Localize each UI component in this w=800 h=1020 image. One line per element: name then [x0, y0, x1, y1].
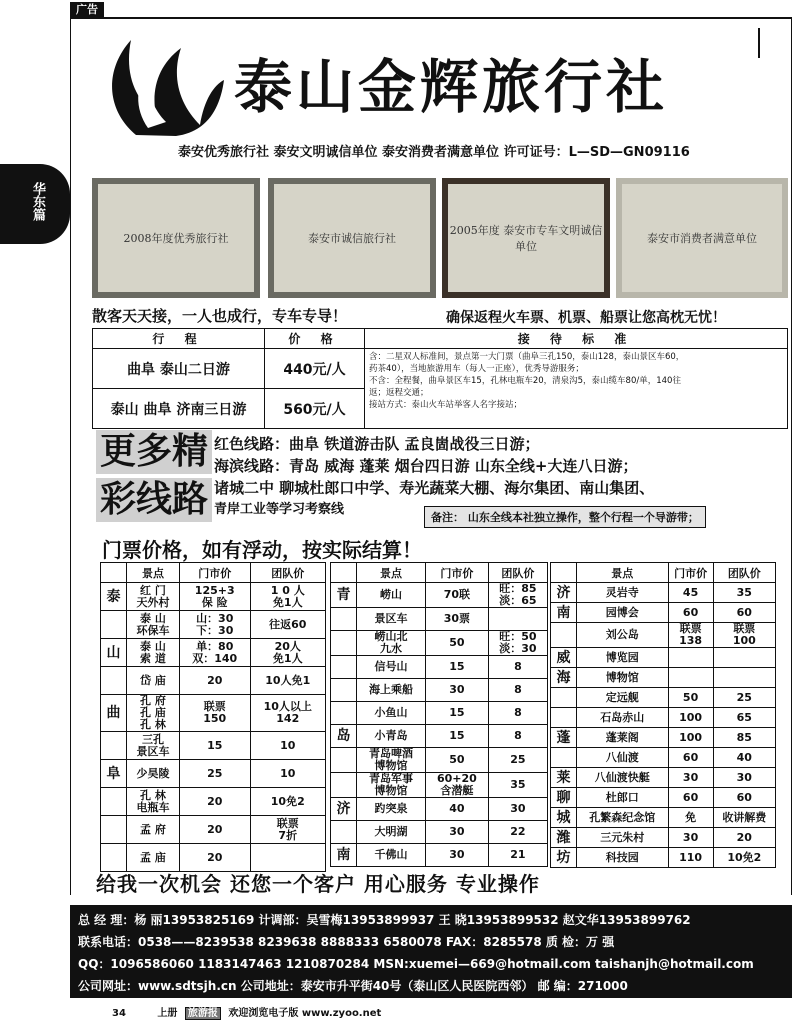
- ticket-group: 25: [488, 748, 547, 773]
- award-photo: [92, 178, 260, 298]
- flame-logo-icon: [96, 30, 228, 140]
- ticket-spot: 泰 山 索 道: [127, 639, 180, 667]
- ticket-spot: 崂山: [357, 583, 426, 608]
- ticket-region: [101, 788, 127, 816]
- ticket-retail: 30票: [425, 608, 488, 631]
- ticket-row: [551, 788, 776, 808]
- ticket-group: 20: [713, 828, 775, 848]
- ticket-retail: 100: [668, 728, 713, 748]
- col-route: 行 程: [93, 329, 265, 349]
- ticket-region: 青: [331, 583, 357, 608]
- page-rule: [70, 997, 792, 998]
- brand-name: 泰山金辉旅行社: [234, 53, 669, 121]
- ticket-row: [331, 608, 548, 631]
- standard-line: 含：二星双人标准间，景点第一大门票（曲阜三孔150，泰山128，泰山景区车60，: [369, 352, 685, 362]
- ticket-region: 济: [331, 798, 357, 821]
- ticket-row: [101, 639, 326, 667]
- ticket-row: [101, 667, 326, 695]
- ticket-retail: 40: [425, 798, 488, 821]
- tour-price: 440元/人: [265, 349, 365, 389]
- ticket-row: [551, 828, 776, 848]
- col-price: 价 格: [265, 329, 365, 349]
- tour-route: 曲阜 泰山二日游: [93, 349, 265, 389]
- ticket-spot: 八仙渡快艇: [577, 768, 669, 788]
- side-tab-label: 华东篇: [30, 182, 45, 221]
- ticket-row: [331, 798, 548, 821]
- ticket-retail: 联票 150: [179, 695, 250, 732]
- ticket-retail: 15: [179, 732, 250, 760]
- ticket-table-left: [100, 562, 326, 872]
- ticket-region: 威: [551, 648, 577, 668]
- ticket-retail: 15: [425, 702, 488, 725]
- ticket-group: 往返60: [250, 611, 326, 639]
- page-number: 34: [112, 1008, 126, 1019]
- ticket-group: 联票 7折: [250, 816, 326, 844]
- ticket-table-middle: [330, 562, 548, 867]
- ticket-col-header: 团队价: [488, 563, 547, 583]
- ticket-row: [101, 788, 326, 816]
- photo-caption: 泰安市消费者满意单位: [622, 184, 782, 292]
- ticket-retail: 60+20 含潜艇: [425, 773, 488, 798]
- ticket-spot: 园博会: [577, 603, 669, 623]
- ticket-retail: 45: [668, 583, 713, 603]
- ticket-region: [331, 821, 357, 844]
- ticket-row: [331, 583, 548, 608]
- region-header: [551, 563, 577, 583]
- ticket-spot: 孔繁森纪念馆: [577, 808, 669, 828]
- ticket-row: [551, 728, 776, 748]
- ticket-group: [488, 608, 547, 631]
- ticket-group: 85: [713, 728, 775, 748]
- footer-qq: QQ：1096586060 1183147463 1210870284 MSN:xuemei—669@hotmail.com taishanjh@hotmail.com: [78, 957, 754, 971]
- ticket-retail: 15: [425, 656, 488, 679]
- ticket-retail: 山：30 下：30: [179, 611, 250, 639]
- ad-tag: 广告: [70, 2, 104, 18]
- ticket-row: [551, 848, 776, 868]
- ticket-spot: 青岛啤酒 博物馆: [357, 748, 426, 773]
- ticket-spot: 科技园: [577, 848, 669, 868]
- ticket-region: [331, 773, 357, 798]
- ticket-retail: 30: [668, 828, 713, 848]
- ticket-spot: 孟 府: [127, 816, 180, 844]
- ticket-region: 城: [551, 808, 577, 828]
- ticket-group: 10人免1: [250, 667, 326, 695]
- ticket-region: 山: [101, 639, 127, 667]
- ticket-retail: 20: [179, 844, 250, 872]
- ticket-spot: 海上乘船: [357, 679, 426, 702]
- ticket-row: [331, 725, 548, 748]
- ticket-col-header: 门市价: [668, 563, 713, 583]
- award-photo: [616, 178, 788, 298]
- tour-price: 560元/人: [265, 389, 365, 429]
- ticket-region: [101, 732, 127, 760]
- ticket-region: 南: [331, 844, 357, 867]
- ticket-spot: 三孔 景区车: [127, 732, 180, 760]
- footer-managers: 总 经 理：杨 丽13953825169 计调部：吴雪梅13953899937 王 晓13953899532 赵文华13953899762: [78, 913, 691, 927]
- ticket-retail: 单：80 双：140: [179, 639, 250, 667]
- ticket-spot: 趵突泉: [357, 798, 426, 821]
- ticket-spot: 崂山北 九水: [357, 631, 426, 656]
- photo-caption: 泰安市诚信旅行社: [274, 184, 430, 292]
- ticket-group: 21: [488, 844, 547, 867]
- ticket-group: 60: [713, 788, 775, 808]
- ticket-region: 莱: [551, 768, 577, 788]
- region-header: [101, 563, 127, 583]
- ticket-region: [551, 748, 577, 768]
- ticket-col-header: 门市价: [425, 563, 488, 583]
- ticket-row: [101, 816, 326, 844]
- ticket-row: [101, 760, 326, 788]
- ticket-spot: 红 门 天外村: [127, 583, 180, 611]
- slogan-left: 散客天天接，一人也成行，专车专导！: [92, 307, 348, 325]
- ticket-region: 岛: [331, 725, 357, 748]
- more-routes-heading: 更多精: [96, 430, 212, 474]
- tour-table: [92, 328, 788, 429]
- ticket-group: 60: [713, 603, 775, 623]
- ticket-group: [713, 668, 775, 688]
- route-note: 备注： 山东全线本社独立操作，整个行程一个导游带；: [424, 506, 706, 528]
- page-site[interactable]: 欢迎浏览电子版 www.zyoo.net: [228, 1008, 382, 1019]
- slogan-bottom: 给我一次机会 还您一个客户 用心服务 专业操作: [96, 872, 540, 896]
- ticket-row: [331, 844, 548, 867]
- ticket-retail: 30: [425, 844, 488, 867]
- ticket-region: [551, 708, 577, 728]
- ticket-row: [331, 702, 548, 725]
- photo-caption: 2008年度优秀旅行社: [98, 184, 254, 292]
- ticket-group: 旺：50 淡：30: [488, 631, 547, 656]
- ticket-region: 济: [551, 583, 577, 603]
- ticket-row: [551, 708, 776, 728]
- ticket-region: 阜: [101, 760, 127, 788]
- ticket-group: 35: [713, 583, 775, 603]
- ticket-retail: 联票 138: [668, 623, 713, 648]
- contact-footer: [70, 905, 792, 997]
- ticket-row: [101, 732, 326, 760]
- ticket-group: 35: [488, 773, 547, 798]
- ticket-region: 海: [551, 668, 577, 688]
- ticket-spot: 八仙渡: [577, 748, 669, 768]
- ticket-row: [551, 688, 776, 708]
- ticket-group: 旺：85 淡：65: [488, 583, 547, 608]
- ticket-title: 门票价格，如有浮动，按实际结算！: [102, 538, 422, 562]
- ticket-region: 聊: [551, 788, 577, 808]
- award-photo: [442, 178, 610, 298]
- ticket-region: [331, 679, 357, 702]
- ticket-region: [331, 748, 357, 773]
- ticket-col-header: 景点: [577, 563, 669, 583]
- ticket-col-header: 门市价: [179, 563, 250, 583]
- ticket-spot: 三元朱村: [577, 828, 669, 848]
- ticket-spot: 博物馆: [577, 668, 669, 688]
- page-footer: [112, 1004, 381, 1019]
- ticket-retail: 25: [179, 760, 250, 788]
- ticket-group: 8: [488, 679, 547, 702]
- ticket-row: [551, 583, 776, 603]
- ticket-group: 收讲解费: [713, 808, 775, 828]
- ticket-retail: 30: [668, 768, 713, 788]
- ticket-region: [331, 631, 357, 656]
- standard-line: 不含：全程餐，曲阜景区车15，孔林电瓶车20，清泉沟5，泰山缆车80/单，140往: [369, 376, 681, 386]
- route-line: 海滨线路：青岛 威海 蓬莱 烟台四日游 山东全线+大连八日游；: [214, 457, 638, 475]
- photo-caption: 2005年度 泰安市专车文明诚信单位: [448, 184, 604, 292]
- more-routes-heading: 彩线路: [96, 478, 212, 522]
- footer-phones: 联系电话：0538——8239538 8239638 8888333 6580078 FAX：8285578 质 检：万 强: [78, 935, 615, 949]
- ticket-retail: 50: [425, 748, 488, 773]
- ticket-group: 10人以上 142: [250, 695, 326, 732]
- ticket-row: [551, 748, 776, 768]
- standard-line: 药茶40），当地旅游用车（每人一正座），优秀导游服务；: [369, 364, 584, 374]
- ticket-spot: 孟 庙: [127, 844, 180, 872]
- ticket-spot: 少昊陵: [127, 760, 180, 788]
- ticket-spot: 定远舰: [577, 688, 669, 708]
- ticket-retail: 60: [668, 603, 713, 623]
- ticket-row: [551, 808, 776, 828]
- route-line: 诸城二中 聊城杜郎口中学、寿光蔬菜大棚、海尔集团、南山集团、: [214, 479, 655, 497]
- ticket-group: 10免2: [250, 788, 326, 816]
- ticket-spot: 孔 府 孔 庙 孔 林: [127, 695, 180, 732]
- ticket-group: 8: [488, 702, 547, 725]
- route-line: 青岸工业等学习考察线: [214, 502, 345, 517]
- ticket-region: 南: [551, 603, 577, 623]
- ticket-region: [551, 688, 577, 708]
- page-volume: 上册: [157, 1008, 178, 1019]
- standard-line: 接站方式：泰山火车站举客人名字接站；: [369, 400, 523, 410]
- ticket-spot: 千佛山: [357, 844, 426, 867]
- side-tab[interactable]: [0, 164, 70, 244]
- ticket-region: 坊: [551, 848, 577, 868]
- ticket-group: 10: [250, 732, 326, 760]
- ticket-region: 蓬: [551, 728, 577, 748]
- ticket-spot: 小鱼山: [357, 702, 426, 725]
- ticket-spot: 青岛军事 博物馆: [357, 773, 426, 798]
- ticket-row: [331, 631, 548, 656]
- ticket-region: [331, 656, 357, 679]
- tour-standard: [365, 349, 788, 429]
- slogan-right: 确保返程火车票、机票、船票让您高枕无忧！: [446, 310, 726, 326]
- ticket-retail: [668, 668, 713, 688]
- ticket-group: 联票 100: [713, 623, 775, 648]
- ticket-group: 10: [250, 760, 326, 788]
- ticket-table-right: [550, 562, 776, 868]
- ticket-retail: 60: [668, 748, 713, 768]
- ticket-retail: 20: [179, 788, 250, 816]
- ticket-retail: 15: [425, 725, 488, 748]
- award-photo: [268, 178, 436, 298]
- ticket-retail: 20: [179, 816, 250, 844]
- ticket-region: [101, 667, 127, 695]
- ticket-row: [331, 679, 548, 702]
- page-box: 旅游报: [185, 1007, 221, 1020]
- divider: [758, 28, 760, 58]
- ticket-col-header: 景点: [127, 563, 180, 583]
- ticket-region: 泰: [101, 583, 127, 611]
- ticket-col-header: 团队价: [250, 563, 326, 583]
- ticket-region: [551, 623, 577, 648]
- ticket-retail: 免: [668, 808, 713, 828]
- ticket-retail: 60: [668, 788, 713, 808]
- ticket-spot: 岱 庙: [127, 667, 180, 695]
- ticket-spot: 刘公岛: [577, 623, 669, 648]
- ticket-group: 22: [488, 821, 547, 844]
- ticket-region: 曲: [101, 695, 127, 732]
- ticket-group: 8: [488, 725, 547, 748]
- ticket-group: 10免2: [713, 848, 775, 868]
- footer-address: 公司网址：www.sdtsjh.cn 公司地址：泰安市升平街40号（泰山区人民医院西邻） 邮 编：271000: [78, 979, 628, 993]
- ticket-spot: 孔 林 电瓶车: [127, 788, 180, 816]
- ticket-retail: 70联: [425, 583, 488, 608]
- region-header: [331, 563, 357, 583]
- ticket-col-header: 团队价: [713, 563, 775, 583]
- ticket-spot: 大明湖: [357, 821, 426, 844]
- ticket-spot: 蓬莱阁: [577, 728, 669, 748]
- ticket-spot: 信号山: [357, 656, 426, 679]
- ticket-spot: 小青岛: [357, 725, 426, 748]
- ticket-group: 20人 免1人: [250, 639, 326, 667]
- ticket-spot: 灵岩寺: [577, 583, 669, 603]
- col-standard: 接 待 标 准: [365, 329, 788, 349]
- route-line: 红色线路：曲阜 铁道游击队 孟良崮战役三日游；: [214, 435, 540, 453]
- ticket-spot: 杜郎口: [577, 788, 669, 808]
- ticket-spot: 博览园: [577, 648, 669, 668]
- ticket-retail: 20: [179, 667, 250, 695]
- ticket-row: [551, 668, 776, 688]
- ticket-row: [331, 656, 548, 679]
- ticket-retail: 50: [668, 688, 713, 708]
- ticket-spot: 景区车: [357, 608, 426, 631]
- ticket-row: [101, 695, 326, 732]
- brand-subtitle: 泰安优秀旅行社 泰安文明诚信单位 泰安消费者满意单位 许可证号：L—SD—GN09116: [178, 145, 690, 160]
- ticket-group: 1 0 人 免1人: [250, 583, 326, 611]
- ticket-retail: [668, 648, 713, 668]
- ticket-group: 8: [488, 656, 547, 679]
- ticket-group: 65: [713, 708, 775, 728]
- ticket-row: [551, 648, 776, 668]
- ticket-retail: 125+3 保 险: [179, 583, 250, 611]
- ticket-retail: 100: [668, 708, 713, 728]
- ticket-row: [101, 583, 326, 611]
- ticket-region: [101, 816, 127, 844]
- standard-line: 返；返程交通；: [369, 388, 429, 398]
- ticket-region: [331, 608, 357, 631]
- ticket-group: 30: [488, 798, 547, 821]
- ticket-spot: 泰 山 环保车: [127, 611, 180, 639]
- ticket-spot: 石岛赤山: [577, 708, 669, 728]
- ticket-row: [551, 768, 776, 788]
- ticket-retail: 50: [425, 631, 488, 656]
- ticket-group: [713, 648, 775, 668]
- ticket-row: [551, 623, 776, 648]
- ticket-col-header: 景点: [357, 563, 426, 583]
- tour-route: 泰山 曲阜 济南三日游: [93, 389, 265, 429]
- ticket-group: 30: [713, 768, 775, 788]
- ticket-region: 潍: [551, 828, 577, 848]
- ticket-row: [331, 773, 548, 798]
- ticket-region: [101, 611, 127, 639]
- ticket-retail: 110: [668, 848, 713, 868]
- ticket-group: 25: [713, 688, 775, 708]
- ticket-row: [331, 748, 548, 773]
- ticket-row: [101, 611, 326, 639]
- ticket-retail: 30: [425, 821, 488, 844]
- ticket-region: [331, 702, 357, 725]
- ticket-group: 40: [713, 748, 775, 768]
- ticket-row: [551, 603, 776, 623]
- ticket-row: [331, 821, 548, 844]
- ticket-retail: 30: [425, 679, 488, 702]
